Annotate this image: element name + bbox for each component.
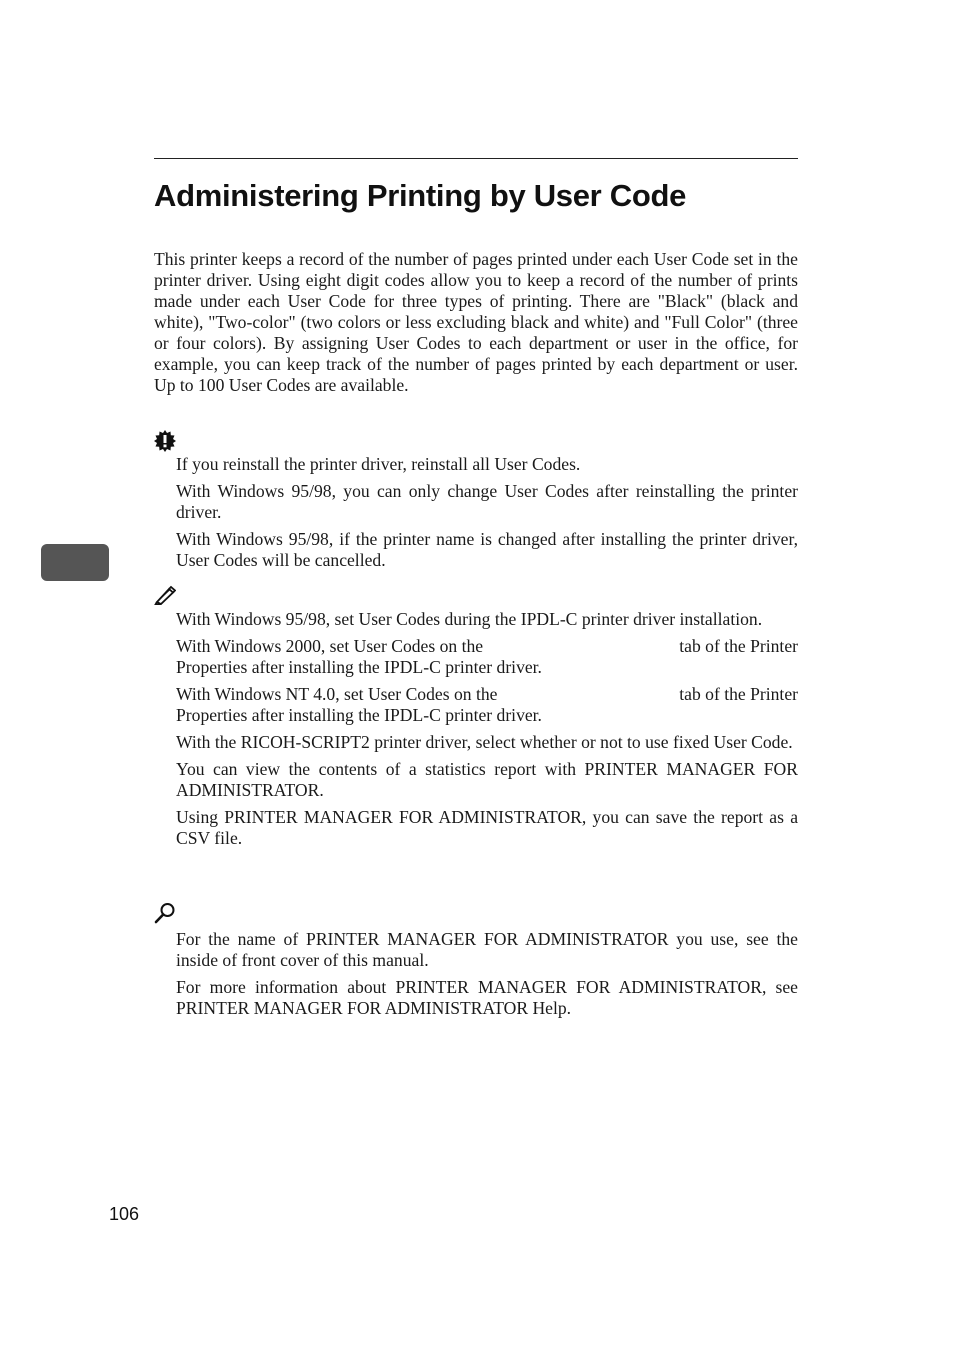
list-item: If you reinstall the printer driver, reinstall all User Codes. <box>176 454 581 474</box>
list-item: Using PRINTER MANAGER FOR ADMINISTRATOR, you can save the report as a CSV file. <box>176 807 798 848</box>
item-text-end: tab of the Printer <box>679 636 798 656</box>
magnifier-icon <box>154 902 176 924</box>
item-text-end: tab of the Printer <box>679 684 798 704</box>
important-icon <box>154 430 176 452</box>
list-item: With Windows 95/98, if the printer name is changed after installing the printer driver, User Codes will be cancelled. <box>176 529 798 570</box>
intro-paragraph: This printer keeps a record of the number of pages printed under each User Code set in the printer driver. Using eight digit codes allow you to keep a record of the number of prints made under each User Code for three types of printing. There are "Black" (black and white), "Two-color" (two colors or less excluding black and white) and "Full Color" (three or four colors). By assigning User Codes to each department or user in the office, for example, you can keep track of the number of pages printed by each department or user. Up to 100 User Codes are available. <box>154 249 798 395</box>
item-text-start: With Windows NT 4.0, set User Codes on the <box>176 684 498 704</box>
list-item <box>176 636 798 678</box>
list-item <box>176 684 798 726</box>
reference-list <box>176 929 798 1025</box>
note-list <box>176 609 798 855</box>
list-item: With the RICOH-SCRIPT2 printer driver, select whether or not to use fixed User Code. <box>176 732 793 752</box>
list-item: For more information about PRINTER MANAGER FOR ADMINISTRATOR, see PRINTER MANAGER FOR ADMINISTRATOR Help. <box>176 977 798 1018</box>
item-text-continued: Properties after installing the IPDL-C printer driver. <box>176 657 542 677</box>
item-text-start: With Windows 2000, set User Codes on the <box>176 636 484 656</box>
important-list <box>176 454 798 577</box>
page-number: 106 <box>109 1204 140 1224</box>
heading-rule <box>154 158 798 159</box>
item-text-continued: Properties after installing the IPDL-C printer driver. <box>176 705 542 725</box>
list-item: For the name of PRINTER MANAGER FOR ADMINISTRATOR you use, see the inside of front cover of this manual. <box>176 929 798 970</box>
list-item: With Windows 95/98, set User Codes during the IPDL-C printer driver installation. <box>176 609 763 629</box>
chapter-tab <box>41 544 109 581</box>
pencil-icon <box>154 585 176 605</box>
list-item: You can view the contents of a statistics report with PRINTER MANAGER FOR ADMINISTRATOR. <box>176 759 798 800</box>
list-item: With Windows 95/98, you can only change User Codes after reinstalling the printer driver. <box>176 481 798 522</box>
page-title: Administering Printing by User Code <box>154 178 687 213</box>
